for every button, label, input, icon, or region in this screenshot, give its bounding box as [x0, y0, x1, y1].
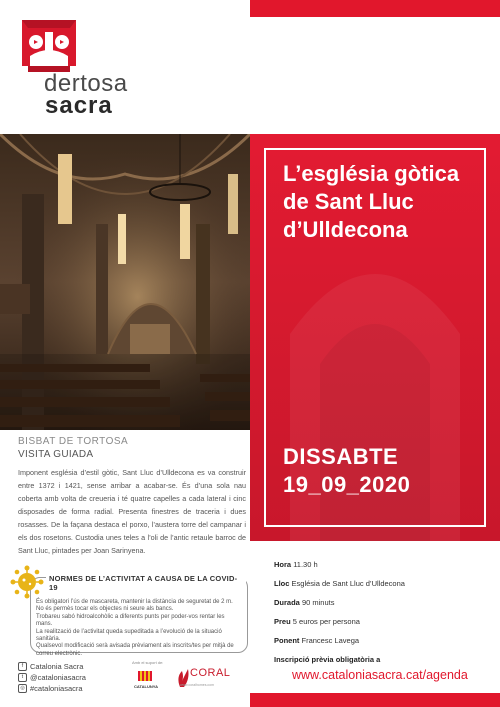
church-interior-photo	[0, 134, 250, 430]
lloc-label: Lloc	[274, 579, 290, 588]
visit-type: VISITA GUIADA	[18, 449, 94, 460]
instagram-handle: #cataloniasacra	[30, 684, 83, 693]
facebook-link[interactable]	[18, 661, 86, 672]
info-lloc	[274, 579, 405, 588]
virus-icon	[10, 565, 44, 599]
info-ponent	[274, 636, 405, 645]
diocese-label: BISBAT DE TORTOSA	[18, 436, 129, 447]
covid-rule: Trobareu sabó hidroalcohòlic a diferents punts per poder-vos rentar les mans.	[36, 613, 225, 628]
event-day: DISSABTE	[283, 444, 399, 469]
top-accent-strip	[250, 0, 500, 17]
preu-label: Preu	[274, 617, 291, 626]
twitter-handle: @cataloniasacra	[30, 673, 86, 682]
twitter-icon: t	[18, 673, 27, 682]
info-preu	[274, 617, 405, 626]
logo-text-sacra: sacra	[45, 92, 113, 119]
event-title: L’església gòtica de Sant Lluc d’Ulldecona	[283, 161, 460, 242]
social-links	[18, 661, 86, 694]
ponent-value: Francesc Lavega	[301, 636, 360, 645]
covid-rules-list	[36, 599, 242, 658]
lloc-value: Església de Sant Lluc d’Ulldecona	[291, 579, 405, 588]
logo-text-dertosa: dertosa	[44, 70, 128, 97]
event-date: 19_09_2020	[283, 472, 411, 497]
twitter-link[interactable]	[18, 672, 86, 683]
ponent-label: Ponent	[274, 636, 300, 645]
info-durada	[274, 598, 405, 607]
inscripcio-label: Inscripció prèvia obligatòria a	[274, 655, 381, 664]
capital-emblem-icon	[18, 14, 80, 76]
agenda-link[interactable]: www.cataloniasacra.cat/agenda	[292, 668, 468, 682]
generalitat-catalunya-logo	[132, 669, 160, 691]
coral-label: CORAL	[190, 667, 231, 679]
covid-rules-box	[10, 565, 246, 657]
covid-rule: Qualsevol modificació serà avisada prèviament als inscrits/tes per mitjà de correu electrònic.	[36, 643, 234, 657]
covid-rules-title: NORMES DE L’ACTIVITAT A CAUSA DE LA COVID-19	[46, 574, 246, 592]
preu-value: 5 euros per persona	[292, 617, 360, 626]
instagram-link[interactable]	[18, 683, 86, 694]
catalunya-label: CATALUNYA	[134, 684, 158, 689]
event-info	[274, 560, 405, 674]
bottom-accent-strip	[250, 693, 500, 707]
church-description: Imponent església d’estil gòtic, Sant Lluc d’Ulldecona es va construir entre 1372 i 1421, sense arribar a acabar-se. És d’una sola nau coberta amb volta de creueria i té quatre capelles a cada lateral i cinc disposades de forma radial. Presenta finestres de traceria i dues rosasses. De la façana destaca el porxo, l’austera torre del campanar i els dos rosetons. Custodia unes teles a l’oli de l’antic retaule barroc de Sant Lluc, pintades per Joan Sarinyena.	[18, 468, 246, 555]
event-title-panel	[250, 134, 500, 541]
coral-url: www.coralhomes.com	[180, 683, 215, 687]
dertosa-sacra-logo	[18, 14, 168, 119]
hora-value: 11.30 h	[293, 560, 318, 569]
instagram-icon: ◎	[18, 684, 27, 693]
facebook-icon: f	[18, 662, 27, 671]
hora-label: Hora	[274, 560, 292, 569]
covid-rule: És obligatori l’ús de mascareta, mantenir la distància de seguretat de 2 m.	[36, 599, 233, 605]
covid-rule: No és permès tocar els objectes ni seure als bancs.	[36, 606, 174, 613]
sponsor-label: Amb el suport de:	[132, 660, 164, 665]
info-hora	[274, 560, 405, 569]
durada-label: Durada	[274, 598, 300, 607]
info-inscripcio	[274, 655, 405, 664]
facebook-handle: Catalonia Sacra	[30, 662, 84, 671]
durada-value: 90 minuts	[301, 598, 335, 607]
covid-rule: La realització de l’activitat queda supeditada a l’evolució de la situació sanitària.	[36, 628, 222, 643]
